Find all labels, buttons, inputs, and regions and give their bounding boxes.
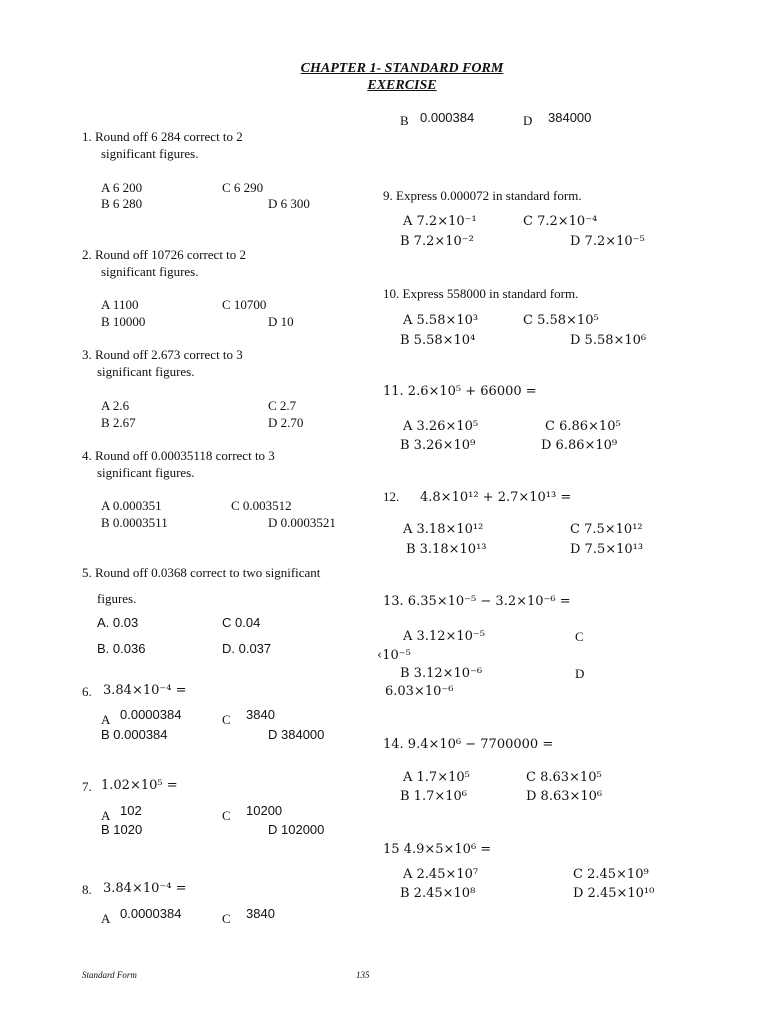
- question-7-option-a-letter: A: [101, 808, 111, 823]
- question-6-option-b: B 0.000384: [101, 727, 168, 742]
- question-8-option-a-value: 0.0000384: [120, 906, 182, 921]
- question-15-option-b: B 2.45×10⁸: [400, 886, 476, 901]
- question-13-option-a: A 3.12×10⁻⁵: [403, 629, 485, 644]
- question-1-stem-cont: significant figures.: [101, 146, 199, 161]
- footer-label: Standard Form: [82, 970, 137, 980]
- question-1-option-b: B 6 280: [101, 196, 143, 211]
- question-4-option-d: D 0.0003521: [268, 515, 336, 530]
- question-2-stem-cont: significant figures.: [101, 264, 199, 279]
- question-12-option-a: A 3.18×10¹²: [403, 522, 484, 537]
- question-11-option-d: D 6.86×10⁹: [541, 438, 618, 453]
- question-5-option-a: A. 0.03: [97, 615, 139, 630]
- question-15-option-c: C 2.45×10⁹: [573, 867, 649, 882]
- question-12-option-d: D 7.5×10¹³: [570, 542, 644, 557]
- question-11-option-a: A 3.26×10⁵: [403, 419, 479, 434]
- question-2-option-c: C 10700: [222, 297, 267, 312]
- question-13-option-b: B 3.12×10⁻⁶: [400, 666, 483, 681]
- question-12-number: 12.: [383, 489, 400, 504]
- question-12-expression: 4.8×10¹² + 2.7×10¹³ =: [420, 490, 572, 505]
- question-10-option-a: A 5.58×10³: [403, 313, 479, 328]
- question-7-option-b: B 1020: [101, 822, 143, 837]
- question-10-stem: 10. Express 558000 in standard form.: [383, 286, 579, 301]
- question-4-stem-cont: significant figures.: [97, 465, 195, 480]
- question-6-option-c-letter: C: [222, 712, 231, 727]
- question-6-option-a-letter: A: [101, 712, 111, 727]
- question-3-option-b: B 2.67: [101, 415, 136, 430]
- question-7-option-c-value: 10200: [246, 803, 283, 818]
- question-5-option-d: D. 0.037: [222, 641, 272, 656]
- question-4-option-a: A 0.000351: [101, 498, 162, 513]
- question-3-option-d: D 2.70: [268, 415, 304, 430]
- question-7-option-c-letter: C: [222, 808, 231, 823]
- page-title: CHAPTER 1- STANDARD FORM: [300, 61, 504, 76]
- question-13-option-d-cont: 6.03×10⁻⁶: [385, 684, 454, 699]
- question-6-number: 6.: [82, 684, 92, 699]
- question-12-option-c: C 7.5×10¹²: [570, 522, 643, 537]
- question-5-stem: 5. Round off 0.0368 correct to two significant: [82, 565, 321, 580]
- question-14-option-c: C 8.63×10⁵: [526, 770, 602, 785]
- question-8-option-c-letter: C: [222, 911, 231, 926]
- question-7-number: 7.: [82, 779, 92, 794]
- question-4-stem: 4. Round off 0.00035118 correct to 3: [82, 448, 275, 463]
- question-15-option-d: D 2.45×10¹⁰: [573, 886, 655, 901]
- question-8-option-a-letter: A: [101, 911, 111, 926]
- question-6-option-a-value: 0.0000384: [120, 707, 182, 722]
- question-6-option-c-value: 3840: [246, 707, 275, 722]
- question-9-option-a: A 7.2×10⁻¹: [403, 214, 477, 229]
- question-1-stem: 1. Round off 6 284 correct to 2: [82, 129, 243, 144]
- question-3-option-a: A 2.6: [101, 398, 130, 413]
- question-10-option-d: D 5.58×10⁶: [570, 333, 647, 348]
- question-15-stem: 15 4.9×5×10⁶ =: [383, 842, 492, 857]
- question-13-stem: 13. 6.35×10⁻⁵ − 3.2×10⁻⁶ =: [383, 594, 571, 609]
- question-8-expression: 3.84×10⁻⁴ =: [103, 881, 187, 896]
- question-8-option-b-letter: B: [400, 113, 409, 128]
- question-11-option-c: C 6.86×10⁵: [545, 419, 621, 434]
- question-7-option-d: D 102000: [268, 822, 325, 837]
- question-3-option-c: C 2.7: [268, 398, 297, 413]
- question-1-option-a: A 6 200: [101, 180, 143, 195]
- question-3-stem-cont: significant figures.: [97, 364, 195, 379]
- question-5-option-b: B. 0.036: [97, 641, 146, 656]
- question-9-stem: 9. Express 0.000072 in standard form.: [383, 188, 582, 203]
- question-14-option-d: D 8.63×10⁶: [526, 789, 603, 804]
- question-6-option-d: D 384000: [268, 727, 325, 742]
- question-14-option-b: B 1.7×10⁶: [400, 789, 468, 804]
- question-1-option-c: C 6 290: [222, 180, 264, 195]
- question-13-option-c: C: [575, 629, 584, 644]
- question-10-option-c: C 5.58×10⁵: [523, 313, 599, 328]
- question-7-option-a-value: 102: [120, 803, 142, 818]
- question-11-stem: 11. 2.6×10⁵ + 66000 =: [383, 384, 537, 399]
- question-5-option-c: C 0.04: [222, 615, 261, 630]
- question-8-number: 8.: [82, 882, 92, 897]
- question-3-stem: 3. Round off 2.673 correct to 3: [82, 347, 243, 362]
- question-12-option-b: B 3.18×10¹³: [406, 542, 487, 557]
- question-4-option-c: C 0.003512: [231, 498, 292, 513]
- question-8-option-d-value: 384000: [548, 110, 592, 125]
- question-13-option-d: D: [575, 666, 585, 681]
- question-10-option-b: B 5.58×10⁴: [400, 333, 476, 348]
- question-2-option-d: D 10: [268, 314, 294, 329]
- question-4-option-b: B 0.0003511: [101, 515, 168, 530]
- question-5-stem-cont: figures.: [97, 591, 137, 606]
- question-2-option-b: B 10000: [101, 314, 146, 329]
- question-15-option-a: A 2.45×10⁷: [403, 867, 479, 882]
- question-8-option-b-value: 0.000384: [420, 110, 475, 125]
- question-14-stem: 14. 9.4×10⁶ − 7700000 =: [383, 737, 554, 752]
- page-subtitle: EXERCISE: [367, 78, 437, 93]
- question-8-option-c-value: 3840: [246, 906, 275, 921]
- page-number: 135: [356, 970, 370, 980]
- question-9-option-b: B 7.2×10⁻²: [400, 234, 474, 249]
- question-13-option-c-cont: ‹10⁻⁵: [377, 648, 411, 663]
- question-11-option-b: B 3.26×10⁹: [400, 438, 476, 453]
- question-6-expression: 3.84×10⁻⁴ =: [103, 683, 187, 698]
- question-9-option-d: D 7.2×10⁻⁵: [570, 234, 645, 249]
- question-14-option-a: A 1.7×10⁵: [403, 770, 470, 785]
- question-1-option-d: D 6 300: [268, 196, 310, 211]
- question-2-stem: 2. Round off 10726 correct to 2: [82, 247, 247, 262]
- question-8-option-d-letter: D: [523, 113, 533, 128]
- question-7-expression: 1.02×10⁵ =: [101, 778, 178, 793]
- question-9-option-c: C 7.2×10⁻⁴: [523, 214, 598, 229]
- question-2-option-a: A 1100: [101, 297, 139, 312]
